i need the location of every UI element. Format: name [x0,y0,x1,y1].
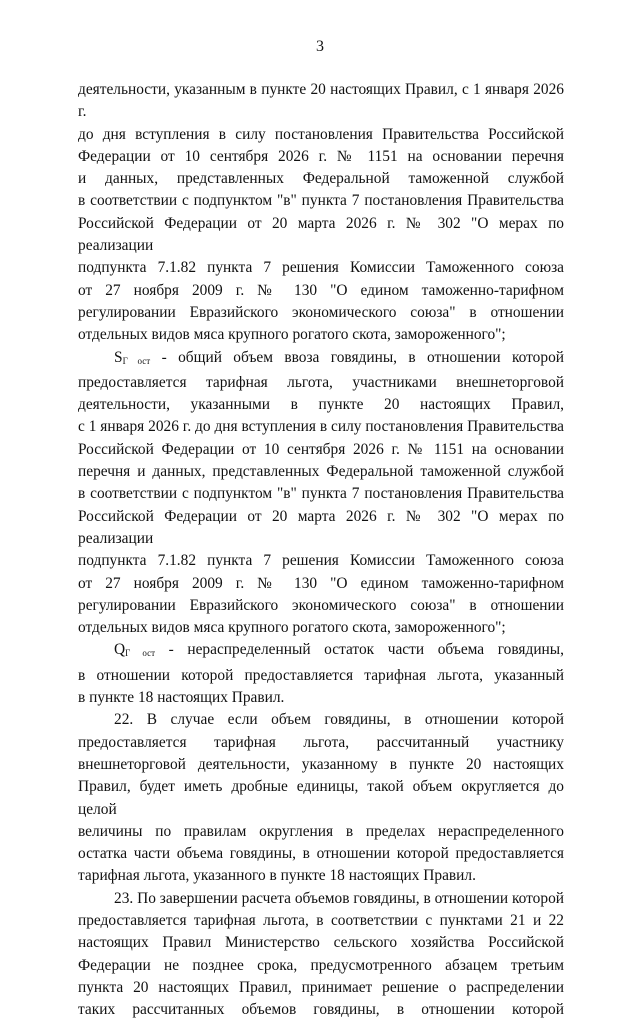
paragraph-3 [78,639,564,709]
text-line: Федерации от 10 сентября 2026 г. № 1151 на основании перечня [78,147,564,165]
text-line: пункта 20 настоящих Правил, принимает решение о распределении [78,978,564,996]
text-line: от 27 ноября 2009 г. № 130 "О едином таможенно-тарифном [78,574,564,592]
text-line: Российской Федерации от 20 марта 2026 г. № 302 "О мерах по реализации [78,507,564,547]
page-number: 3 [316,38,324,55]
text-line: в отношении которой предоставляется тарифная льгота, указанный [78,666,564,684]
formula-subscript: Г ост [125,648,155,659]
text-line: величины по правилам округления в пределах нераспределенного [78,822,564,840]
text-line: от 27 ноября 2009 г. № 130 "О едином таможенно-тарифном [78,281,564,299]
text-line: настоящих Правил Министерство сельского хозяйства Российской [78,934,564,952]
paragraph-1 [78,79,564,347]
text-line: до дня вступления в силу постановления Правительства Российской [78,125,564,143]
text-line: предоставляется тарифная льгота, в соответствии с пунктами 21 и 22 [78,911,564,929]
formula-symbol-q: $Q_{Г ост}$ [114,641,155,659]
text-line: и данных, представленных Федеральной таможенной службой [78,170,564,188]
paragraph-2 [78,347,564,640]
text-line: предоставляется тарифная льгота, рассчитанный участнику [78,733,564,751]
text-line: предоставляется тарифная льгота, участниками внешнеторговой [78,373,564,391]
text-line: с 1 января 2026 г. до дня вступления в силу постановления Правительства [78,418,564,436]
text-line: в пункте 18 настоящих Правил. [78,689,285,707]
text-line: отдельных видов мяса крупного рогатого скота, замороженного"; [78,326,506,344]
text-line: Правил, будет иметь дробные единицы, такой объем округляется до целой [78,778,564,818]
text-line: отдельных видов мяса крупного рогатого скота, замороженного"; [78,619,506,637]
formula-symbol-s: $S_{Г ост}$ [114,348,151,366]
document-body [78,79,564,1021]
text-line: Российской Федерации от 10 сентября 2026 г. № 1151 на основании [78,440,564,458]
text-line: 22. В случае если объем говядины, в отношении которой [114,711,564,729]
text-line: Федерации не позднее срока, предусмотренного абзацем третьим [78,956,564,974]
text-line: $Q_{Г ост}$ - нераспределенный остаток части объема говядины, [114,641,564,659]
text-line: остатка части объема говядины, в отношении которой предоставляется [78,845,564,863]
text-line: в соответствии с подпунктом "в" пункта 7 постановления Правительства [78,485,564,503]
text-line: внешнеторговой деятельности, указанному в пункте 20 настоящих [78,755,564,773]
text-line: $S_{Г ост}$ - общий объем ввоза говядины, в отношении которой [114,348,565,366]
text-line: перечня и данных, представленных Федеральной таможенной службой [78,463,564,481]
paragraph-23 [78,888,564,1021]
text-line: подпункта 7.1.82 пункта 7 решения Комиссии Таможенного союза [78,259,564,277]
text-line: деятельности, указанным в пункте 20 настоящих Правил, с 1 января 2026 г. [78,81,564,121]
text-line: в соответствии с подпунктом "в" пункта 7 постановления Правительства [78,192,564,210]
text-line: подпункта 7.1.82 пункта 7 решения Комиссии Таможенного союза [78,552,564,570]
formula-subscript: Г ост [122,355,151,366]
paragraph-22 [78,709,564,887]
text-line: тарифная льгота, указанного в пункте 18 настоящих Правил. [78,867,476,885]
text-line: регулировании Евразийского экономического союза" в отношении [78,596,564,614]
text-line: регулировании Евразийского экономического союза" в отношении [78,303,564,321]
text-line: деятельности, указанными в пункте 20 настоящих Правил, [78,396,564,414]
text-line: таких рассчитанных объемов говядины, в отношении которой [78,1001,564,1019]
text-line: Российской Федерации от 20 марта 2026 г. № 302 "О мерах по реализации [78,214,564,255]
text-line: 23. По завершении расчета объемов говядины, в отношении которой [114,889,564,907]
